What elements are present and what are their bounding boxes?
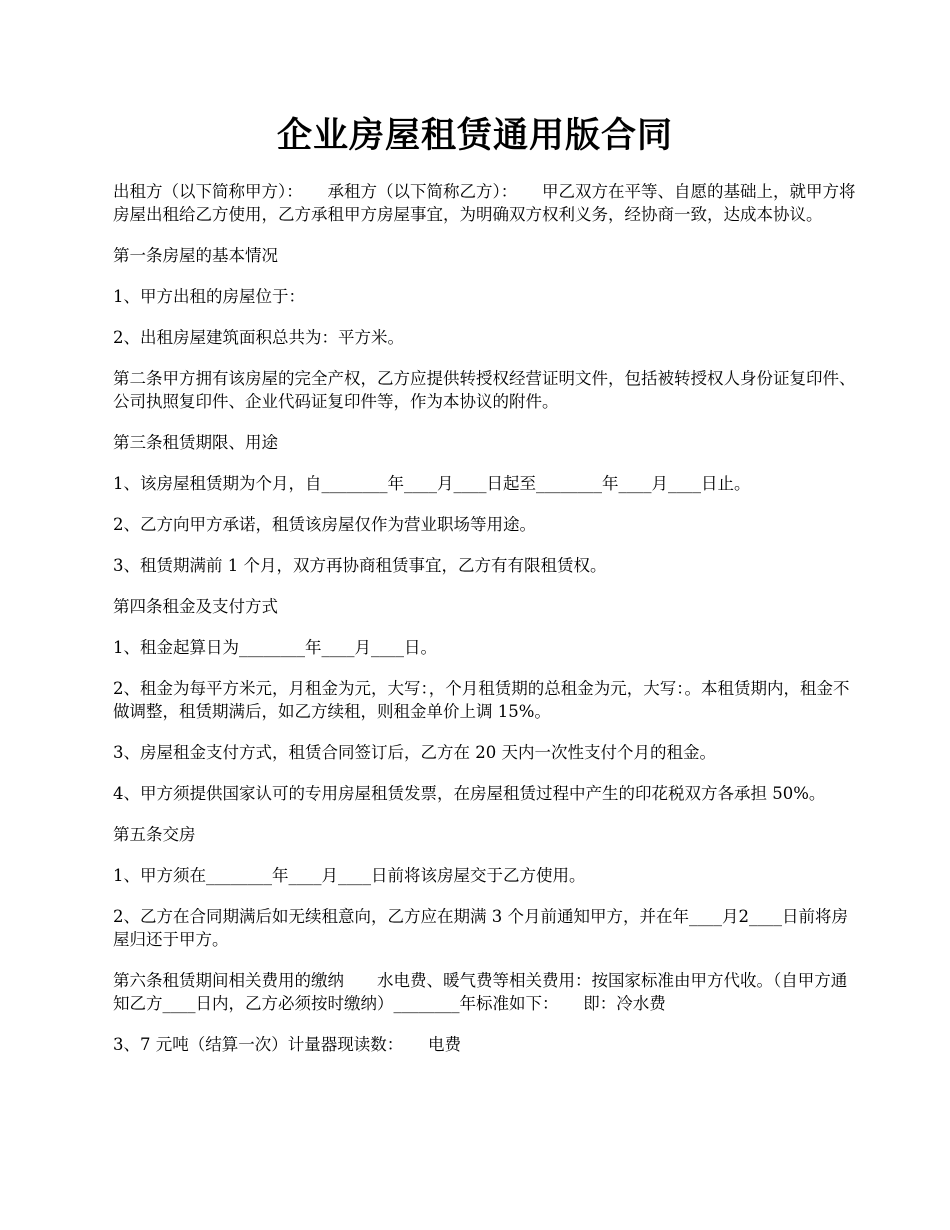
article-4-item-2: 2、租金为每平方米元，月租金为元，大写：，个月租赁期的总租金为元，大写：。本租赁期内，租金不做调整，租赁期满后，如乙方续租，则租金单价上调 15%。 [113,679,850,721]
article-1-item-2: 2、出租房屋建筑面积总共为：平方米。 [113,328,404,347]
article-2-paragraph: 第二条甲方拥有该房屋的完全产权，乙方应提供转授权经营证明文件，包括被转授权人身份证复印件、公司执照复印件、企业代码证复印件等，作为本协议的附件。 [113,369,856,411]
article-6-paragraph: 第六条租赁期间相关费用的缴纳 水电费、暖气费等相关费用：按国家标准由甲方代收。（自甲方通知乙方____日内，乙方必须按时缴纳）________年标准如下： 即：冷水费 [113,971,848,1013]
document-title: 企业房屋租赁通用版合同 [276,115,673,156]
article-1-item-1: 1、甲方出租的房屋位于： [113,287,305,306]
article-4-item-3: 3、房屋租金支付方式，租赁合同签订后，乙方在 20 天内一次性支付个月的租金。 [113,743,716,762]
article-3-item-1: 1、该房屋租赁期为个月，自________年____月____日起至________年____月____日止。 [113,474,751,493]
intro-paragraph: 出租方（以下简称甲方）： 承租方（以下简称乙方）： 甲乙双方在平等、自愿的基础上，就甲方将房屋出租给乙方使用，乙方承租甲方房屋事宜，为明确双方权利义务，经协商一致，达成本协议。 [113,182,856,224]
article-4-item-4: 4、甲方须提供国家认可的专用房屋租赁发票，在房屋租赁过程中产生的印花税双方各承担 50%。 [113,784,826,803]
article-3-item-2: 2、乙方向甲方承诺，租赁该房屋仅作为营业职场等用途。 [113,515,536,534]
document-body [113,180,858,1074]
article-6-item-3: 3、7 元吨（结算一次）计量器现读数： 电费 [113,1035,461,1054]
article-4-item-1: 1、租金起算日为________年____月____日。 [113,638,437,657]
article-1-heading: 第一条房屋的基本情况 [113,246,278,265]
article-4-heading: 第四条租金及支付方式 [113,597,278,616]
article-3-item-3: 3、租赁期满前 1 个月，双方再协商租赁事宜，乙方有有限租赁权。 [113,556,607,575]
article-5-item-1: 1、甲方须在________年____月____日前将该房屋交于乙方使用。 [113,866,586,885]
article-5-heading: 第五条交房 [113,825,196,844]
article-3-heading: 第三条租赁期限、用途 [113,433,278,452]
article-5-item-2: 2、乙方在合同期满后如无续租意向，乙方应在期满 3 个月前通知甲方，并在年____月2____日前将房屋归还于甲方。 [113,907,848,949]
